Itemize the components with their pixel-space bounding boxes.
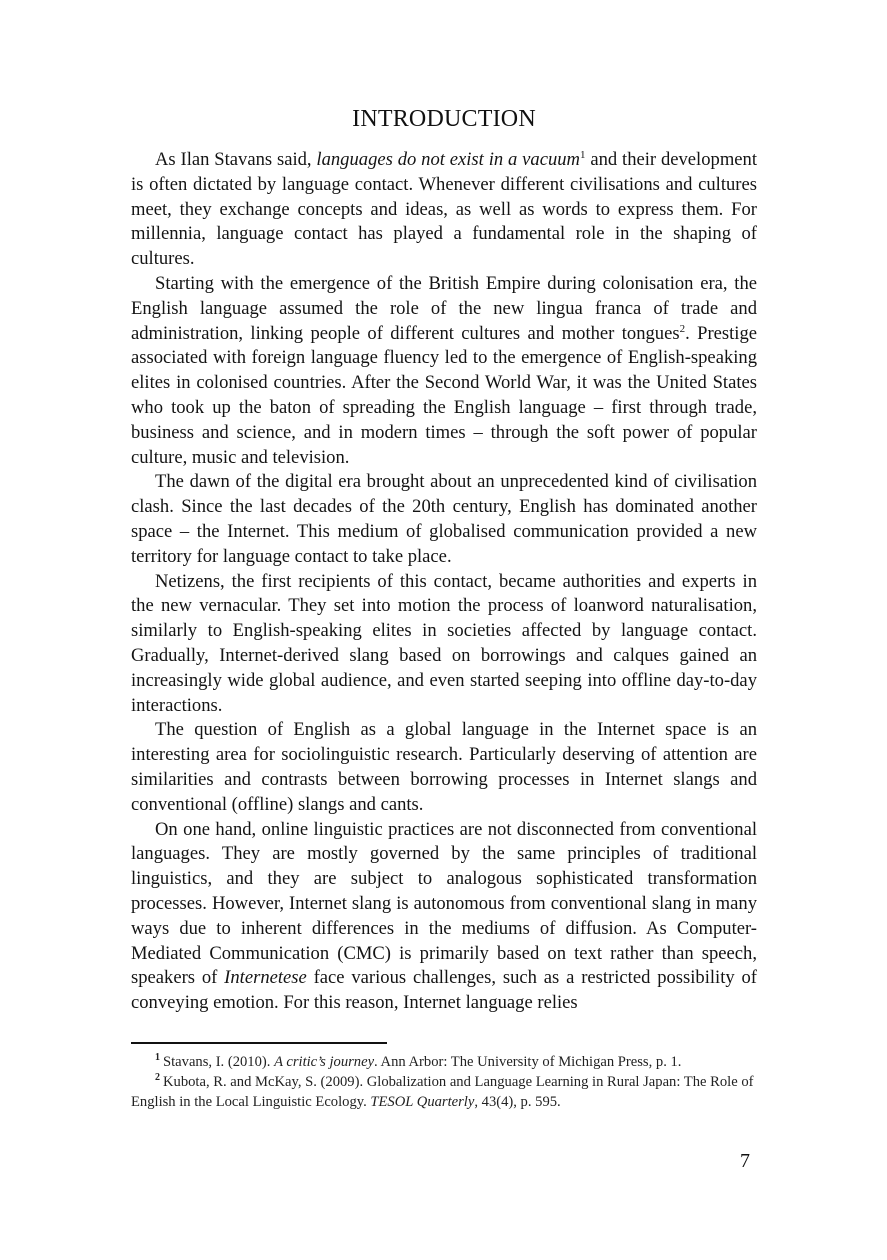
footnote-title-italic: A critic’s journey	[274, 1054, 375, 1070]
footnote-text: Stavans, I. (2010).	[163, 1054, 275, 1070]
footnote-2	[131, 1072, 757, 1112]
paragraph-text: On one hand, online linguistic practices are not disconnected from conventional languages. They are mostly governed by the same principles of traditional linguistics, and they are subject to analogous sophisticated transformation processes. However, Internet slang is autonomous from conventional slang in many ways due to inherent differences in the mediums of diffusion. As Computer-Mediated Communication (CMC) is primarily based on text rather than speech, speakers of	[131, 818, 757, 989]
paragraph-1	[131, 148, 757, 272]
footnote-ref-1[interactable]: 1	[579, 148, 586, 161]
paragraph-text: As Ilan Stavans said,	[155, 149, 317, 170]
footnote-text: . Ann Arbor: The University of Michigan Press, p. 1.	[374, 1054, 682, 1070]
footnote-1	[131, 1052, 757, 1072]
footnote-journal-italic: TESOL Quarterly	[370, 1094, 475, 1110]
footnote-text: , 43(4), p. 595.	[474, 1094, 561, 1110]
paragraph-text: and their development is often dictated by language contact. Whenever different civilisations and cultures meet, they exchange concepts and ideas, as well as words to express them. For millennia, language contact has played a fundamental role in the shaping of cultures.	[131, 149, 757, 270]
footnote-number: 1	[155, 1052, 160, 1064]
term-italic: Internetese	[224, 967, 307, 989]
body-text	[131, 148, 757, 1016]
paragraph-3: The dawn of the digital era brought about an unprecedented kind of civilisation clash. Since the last decades of the 20th century, English has dominated another space – the Internet. This medium of globalised communication provided a new territory for language contact to take place.	[131, 471, 757, 567]
footnote-number: 2	[155, 1072, 160, 1084]
page-number: 7	[740, 1150, 750, 1172]
paragraph-2	[131, 272, 757, 470]
paragraph-4: Netizens, the first recipients of this contact, became authorities and experts in the new vernacular. They set into motion the process of loanword naturalisation, similarly to English-speaking elites in societies affected by language contact. Gradually, Internet-derived slang based on borrowings and calques gained an increasingly wide global audience, and even started seeping into offline day-to-day interactions.	[131, 570, 757, 716]
footnotes	[131, 1052, 757, 1112]
paragraph-text: Starting with the emergence of the British Empire during colonisation era, the English language assumed the role of the new lingua franca of trade and administration, linking people of different cultures and mother tongues	[131, 272, 757, 344]
footnote-separator	[131, 1042, 387, 1044]
paragraph-text: . Prestige associated with foreign language fluency led to the emergence of English-speaking elites in colonised countries. After the Second World War, it was the United States who took up the baton of spreading the English language – first through trade, business and science, and in modern times – through the soft power of popular culture, music and television.	[131, 322, 758, 468]
paragraph-text: face various challenges, such as a restricted possibility of conveying emotion. For this reason, Internet language relies	[131, 967, 757, 1014]
footnote-ref-2[interactable]: 2	[679, 322, 686, 335]
paragraph-6	[131, 818, 757, 1016]
footnote-text: Kubota, R. and McKay, S. (2009). Globalization and Language Learning in Rural Japan: The Role of English in the Local Linguistic Ecology.	[131, 1074, 754, 1110]
page-title: INTRODUCTION	[352, 106, 536, 132]
paragraph-5: The question of English as a global language in the Internet space is an interesting area for sociolinguistic research. Particularly deserving of attention are similarities and contrasts between borrowing processes in Internet slangs and conventional (offline) slangs and cants.	[131, 719, 757, 815]
quote-italic: languages do not exist in a vacuum	[316, 149, 580, 170]
